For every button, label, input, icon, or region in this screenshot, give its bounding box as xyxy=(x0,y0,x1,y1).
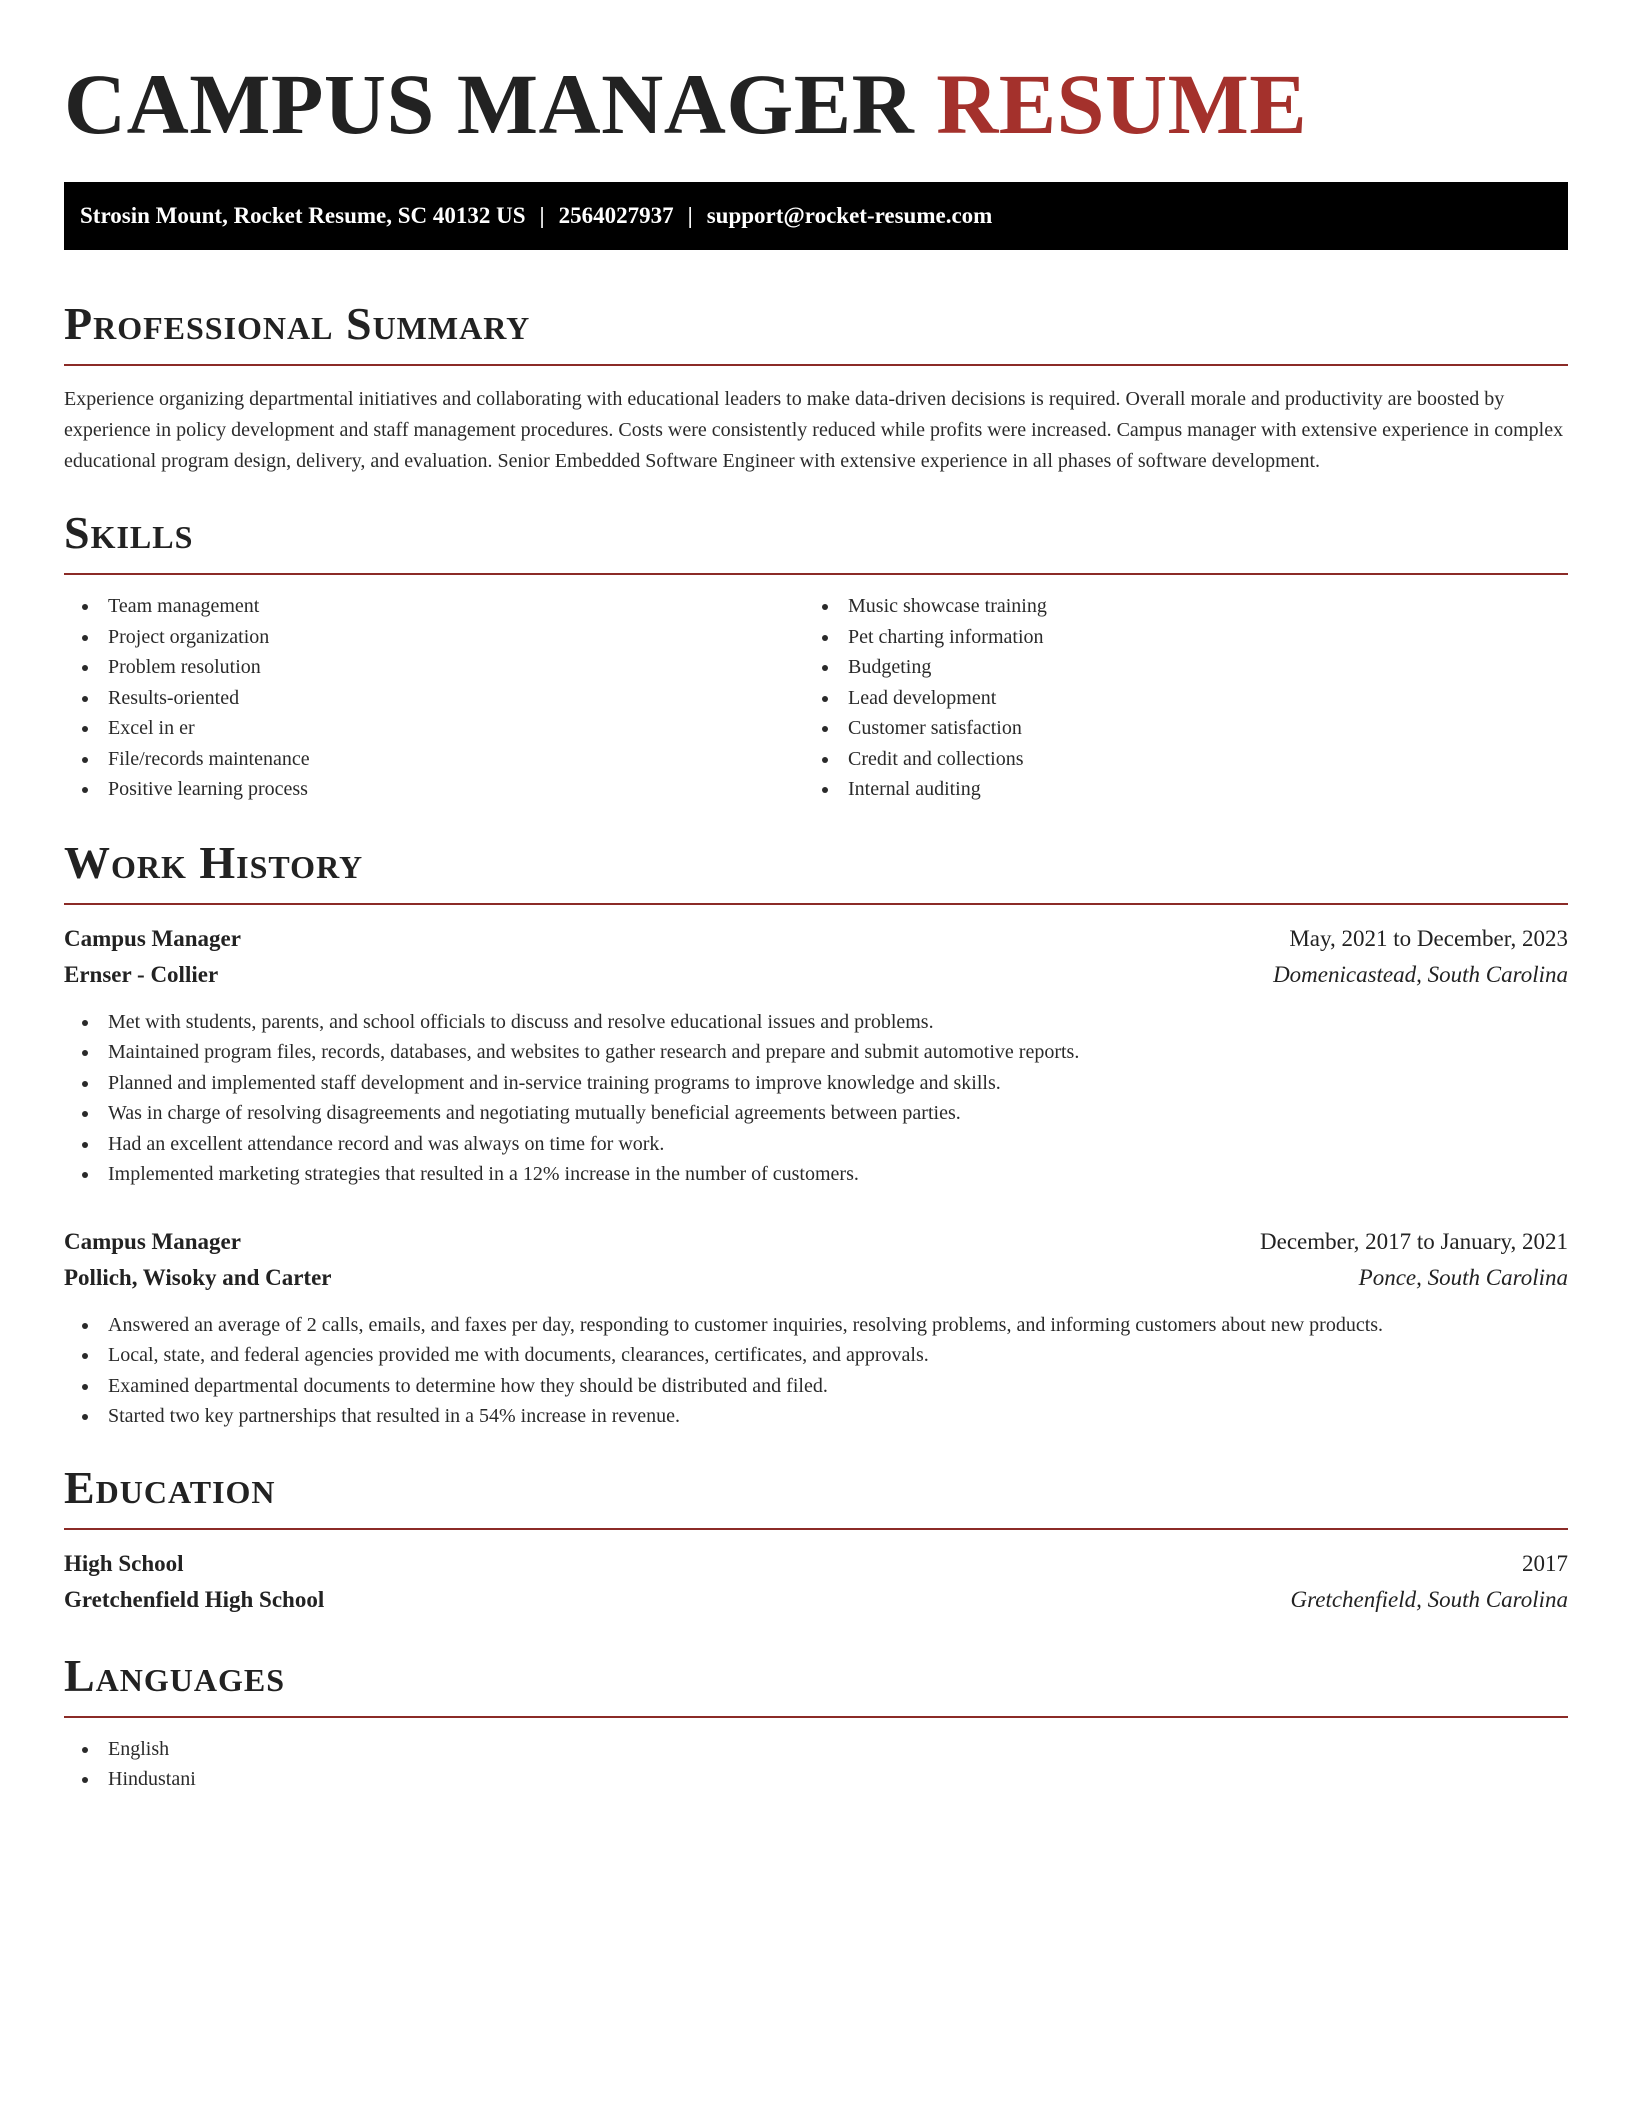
languages-list xyxy=(64,1734,1568,1795)
skill-item: Internal auditing xyxy=(804,774,1544,805)
resume-title xyxy=(64,54,1568,154)
skill-item: Project organization xyxy=(64,622,804,653)
job-duty: Had an excellent attendance record and was always on time for work. xyxy=(64,1129,1568,1160)
job-entry xyxy=(64,921,1568,1190)
job-dates: May, 2021 to December, 2023 xyxy=(1289,925,1568,951)
job-duty: Started two key partnerships that resulted in a 54% increase in revenue. xyxy=(64,1401,1568,1432)
education-school-row xyxy=(64,1582,1568,1618)
job-duty: Was in charge of resolving disagreements and negotiating mutually beneficial agreements between parties. xyxy=(64,1098,1568,1129)
work-heading: Work History xyxy=(64,836,364,888)
skill-item: Positive learning process xyxy=(64,774,804,805)
skill-item: Lead development xyxy=(804,683,1544,714)
job-title: Campus Manager xyxy=(64,925,241,951)
job-duty: Local, state, and federal agencies provided me with documents, clearances, certificates, and approvals. xyxy=(64,1340,1568,1371)
education-school: Gretchenfield High School xyxy=(64,1586,325,1612)
skills-heading: Skills xyxy=(64,507,194,558)
skill-item: Team management xyxy=(64,591,804,622)
job-duties xyxy=(64,1007,1568,1190)
skills-section xyxy=(64,505,1568,805)
summary-heading: Professional Summary xyxy=(64,298,531,349)
section-divider xyxy=(64,573,1568,575)
job-entry xyxy=(64,1224,1568,1432)
skill-item: Music showcase training xyxy=(804,591,1544,622)
job-duty: Examined departmental documents to determine how they should be distributed and filed. xyxy=(64,1371,1568,1402)
job-dates: December, 2017 to January, 2021 xyxy=(1260,1228,1568,1254)
skills-right-column xyxy=(804,591,1544,805)
section-divider xyxy=(64,1716,1568,1718)
summary-section xyxy=(64,296,1568,477)
job-duty: Planned and implemented staff development and in-service training programs to improve knowledge and skills. xyxy=(64,1068,1568,1099)
education-section xyxy=(64,1460,1568,1618)
skill-item: File/records maintenance xyxy=(64,744,804,775)
skill-item: Customer satisfaction xyxy=(804,713,1544,744)
section-divider xyxy=(64,364,1568,366)
contact-email: support@rocket-resume.com xyxy=(706,203,993,228)
contact-separator: | xyxy=(539,203,545,228)
job-title: Campus Manager xyxy=(64,1228,241,1254)
skill-item: Problem resolution xyxy=(64,652,804,683)
job-company-row xyxy=(64,957,1568,993)
work-section xyxy=(64,835,1568,1432)
title-main: CAMPUS MANAGER xyxy=(64,56,915,152)
education-degree: High School xyxy=(64,1550,184,1576)
contact-address: Strosin Mount, Rocket Resume, SC 40132 US xyxy=(80,203,526,228)
contact-separator: | xyxy=(687,203,693,228)
skills-columns xyxy=(64,591,1568,805)
job-company-row xyxy=(64,1260,1568,1296)
job-company: Pollich, Wisoky and Carter xyxy=(64,1264,332,1290)
section-divider xyxy=(64,903,1568,905)
skill-item: Budgeting xyxy=(804,652,1544,683)
skill-item: Results-oriented xyxy=(64,683,804,714)
title-accent: RESUME xyxy=(936,56,1308,152)
education-heading: Education xyxy=(64,1461,276,1513)
job-location: Domenicastead, South Carolina xyxy=(1273,961,1568,987)
education-degree-row xyxy=(64,1546,1568,1582)
skill-item: Excel in er xyxy=(64,713,804,744)
contact-bar xyxy=(64,182,1568,250)
education-entry xyxy=(64,1546,1568,1618)
job-duty: Answered an average of 2 calls, emails, and faxes per day, responding to customer inquiries, resolving problems, and informing customers about new products. xyxy=(64,1310,1568,1341)
education-year: 2017 xyxy=(1522,1550,1568,1576)
job-location: Ponce, South Carolina xyxy=(1358,1264,1568,1290)
job-duty: Met with students, parents, and school officials to discuss and resolve educational issues and problems. xyxy=(64,1007,1568,1038)
languages-heading: Languages xyxy=(64,1649,286,1701)
skill-item: Pet charting information xyxy=(804,622,1544,653)
section-divider xyxy=(64,1528,1568,1530)
skill-item: Credit and collections xyxy=(804,744,1544,775)
job-title-row xyxy=(64,921,1568,957)
job-duty: Maintained program files, records, databases, and websites to gather research and prepare and submit automotive reports. xyxy=(64,1037,1568,1068)
contact-phone: 2564027937 xyxy=(558,203,674,228)
summary-text: Experience organizing departmental initiatives and collaborating with educational leaders to make data-driven decisions is required. Overall morale and productivity are boosted by experience in policy development and staff management procedures. Costs were consistently reduced while profits were increased. Campus manager with extensive experience in complex educational program design, delivery, and evaluation. Senior Embedded Software Engineer with extensive experience in all phases of software development. xyxy=(64,388,1564,472)
job-company: Ernser - Collier xyxy=(64,961,219,987)
language-item: Hindustani xyxy=(64,1764,1568,1795)
skills-left-column xyxy=(64,591,804,805)
job-duty: Implemented marketing strategies that resulted in a 12% increase in the number of customers. xyxy=(64,1159,1568,1190)
job-title-row xyxy=(64,1224,1568,1260)
job-duties xyxy=(64,1310,1568,1432)
education-location: Gretchenfield, South Carolina xyxy=(1290,1586,1568,1612)
language-item: English xyxy=(64,1734,1568,1765)
languages-section xyxy=(64,1648,1568,1795)
